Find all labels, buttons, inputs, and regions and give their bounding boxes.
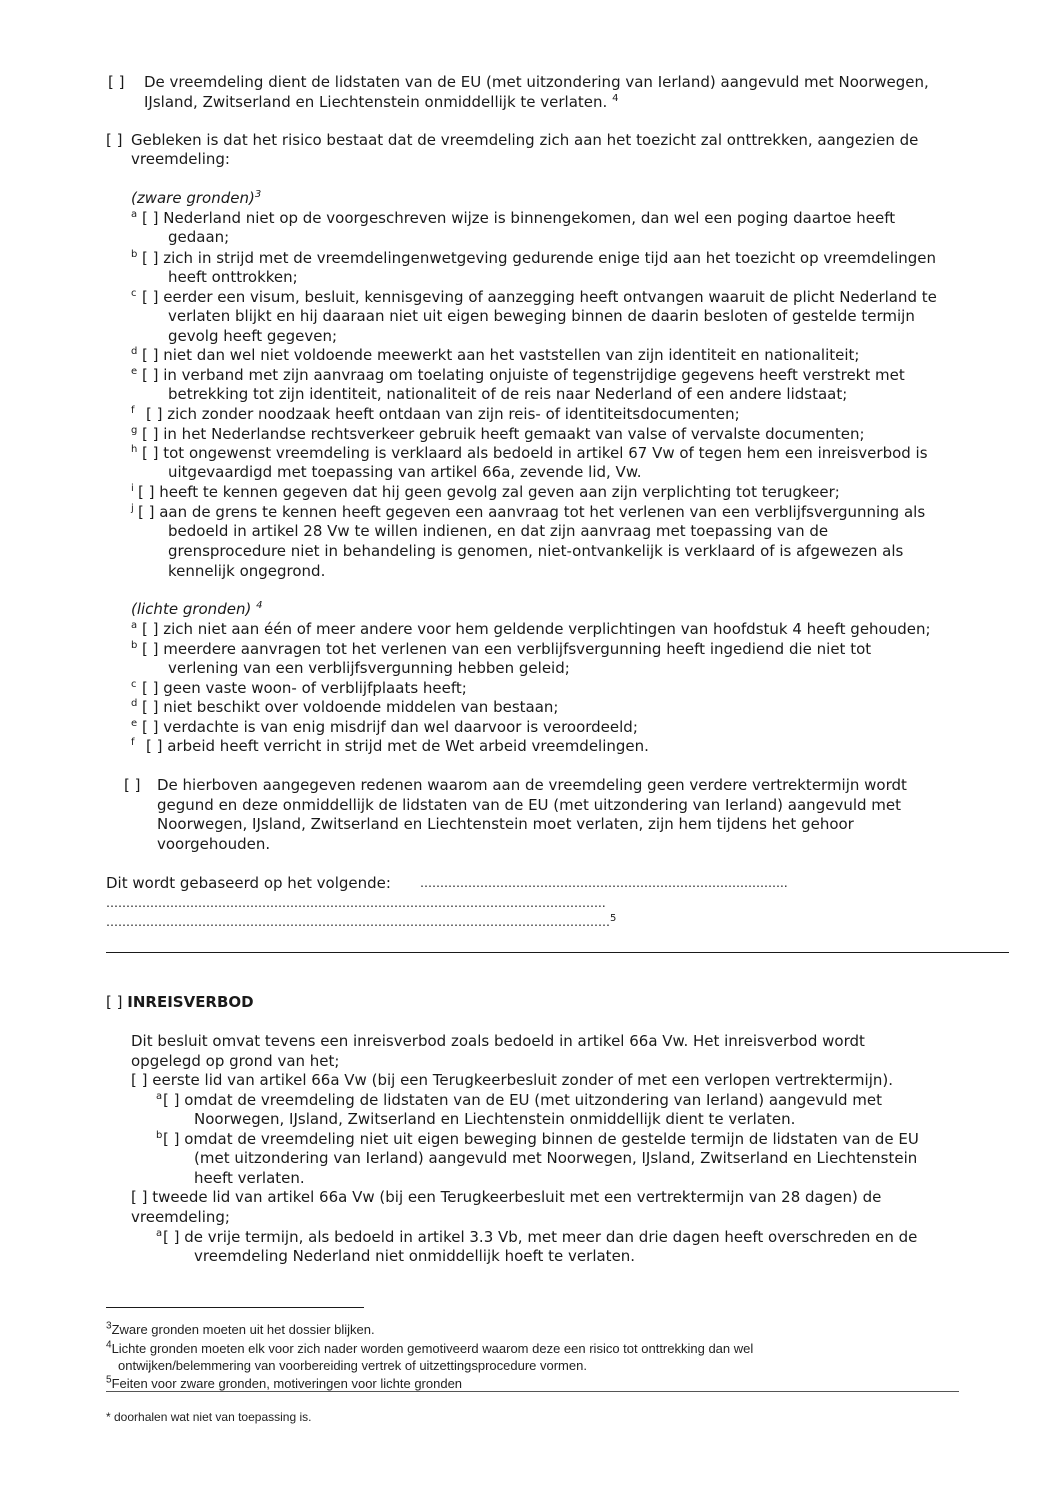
fill-in-dots[interactable]: …………………………………………………………………………………………………………….. — [106, 896, 606, 910]
list-item[interactable]: [ ] eerder een visum, besluit, kennisgeving of aanzegging heeft ontvangen waaruit de plicht Nederland te — [142, 288, 937, 306]
list-item-cont: verlening van een verblijfsvergunning hebben geleid; — [168, 659, 570, 677]
option-eerste-lid[interactable]: [ ] eerste lid van artikel 66a Vw (bij een Terugkeerbesluit zonder of met een verlopen vertrektermijn). — [131, 1071, 893, 1089]
inreisverbod-text: Dit besluit omvat tevens een inreisverbod zoals bedoeld in artikel 66a Vw. Het inreisverbod wordt — [131, 1032, 865, 1050]
reasons-text: De hierboven aangegeven redenen waarom aan de vreemdeling geen verdere vertrektermijn wordt — [157, 776, 907, 794]
risk-text: Gebleken is dat het risico bestaat dat de vreemdeling zich aan het toezicht zal onttrekken, aangezien de — [131, 131, 919, 149]
list-item[interactable]: [ ] arbeid heeft verricht in strijd met de Wet arbeid vreemdelingen. — [146, 737, 649, 755]
list-item-cont: grensprocedure niet in behandeling is genomen, niet-ontvankelijk is verklaard of is afgewezen als — [168, 542, 904, 560]
list-item[interactable]: [ ] niet beschikt over voldoende middelen van bestaan; — [142, 698, 559, 716]
list-item[interactable]: [ ] meerdere aanvragen tot het verlenen van een verblijfsvergunning heeft ingediend die niet tot — [142, 640, 872, 658]
sub-option-cont: vreemdeling Nederland niet onmiddellijk hoeft te verlaten. — [194, 1247, 636, 1265]
item-letter: b — [156, 1130, 163, 1141]
section-heading-lichte: (lichte gronden) $^4$ — [131, 600, 263, 618]
footnote-star: * doorhalen wat niet van toepassing is. — [106, 1410, 312, 1424]
risk-text: vreemdeling: — [131, 150, 230, 168]
item-letter: a — [131, 209, 138, 220]
list-item[interactable]: [ ] zich zonder noodzaak heeft ontdaan van zijn reis- of identiteitsdocumenten; — [146, 405, 740, 423]
list-item[interactable]: [ ] Nederland niet op de voorgeschreven wijze is binnengekomen, dan wel een poging daartoe heeft — [142, 209, 896, 227]
item-letter: c — [131, 679, 137, 690]
footnote-separator — [106, 1307, 364, 1308]
item-letter: a — [156, 1091, 163, 1102]
fill-in-dots[interactable]: ………………………………………………………………………………………………………………$^5$ — [106, 913, 617, 929]
sub-option[interactable]: [ ] omdat de vreemdeling niet uit eigen beweging binnen de gestelde termijn de lidstaten van de EU — [163, 1130, 919, 1148]
reasons-text: gegund en deze onmiddellijk de lidstaten van de EU (met uitzondering van Ierland) aangevuld met — [157, 796, 902, 814]
sub-option[interactable]: [ ] de vrije termijn, als bedoeld in artikel 3.3 Vb, met meer dan drie dagen heeft overschreden en de — [163, 1228, 918, 1246]
list-item-cont: heeft onttrokken; — [168, 268, 298, 286]
item-letter: a — [131, 620, 138, 631]
list-item-cont: gedaan; — [168, 228, 230, 246]
list-item[interactable]: [ ] zich niet aan één of meer andere voor hem geldende verplichtingen van hoofdstuk 4 heeft gehouden; — [142, 620, 931, 638]
inreisverbod-text: opgelegd op grond van het; — [131, 1052, 340, 1070]
footnote-ref: 4 — [612, 93, 619, 104]
list-item-cont: uitgevaardigd met toepassing van artikel 66a, zevende lid, Vw. — [168, 463, 642, 481]
list-item[interactable]: [ ] geen vaste woon- of verblijfplaats heeft; — [142, 679, 467, 697]
item-letter: a — [156, 1228, 163, 1239]
option-tweede-lid-cont: vreemdeling; — [131, 1208, 230, 1226]
footnote-rule — [106, 1391, 959, 1392]
item-letter: b — [131, 249, 138, 260]
item-letter: f — [131, 737, 135, 748]
reasons-text: voorgehouden. — [157, 835, 271, 853]
list-item[interactable]: [ ] aan de grens te kennen heeft gegeven een aanvraag tot het verlenen van een verblijfsvergunning als — [138, 503, 926, 521]
list-item-cont: verlaten blijkt en hij daaraan niet uit eigen beweging binnen de daarin besloten of gestelde termijn — [168, 307, 915, 325]
inreisverbod-heading: [ ] INREISVERBOD — [106, 993, 254, 1011]
list-item-cont: betrekking tot zijn identiteit, nationaliteit of de reis naar Nederland of een andere lidstaat; — [168, 385, 848, 403]
basis-label: Dit wordt gebaseerd op het volgende: — [106, 874, 391, 892]
list-item[interactable]: [ ] zich in strijd met de vreemdelingenwetgeving gedurende enige tijd aan het toezicht op vreemdelingen — [142, 249, 937, 267]
list-item[interactable]: [ ] in het Nederlandse rechtsverkeer gebruik heeft gemaakt van valse of vervalste documenten; — [142, 425, 865, 443]
list-item-cont: kennelijk ongegrond. — [168, 562, 326, 580]
list-item-cont: gevolg heeft gegeven; — [168, 327, 338, 345]
item-letter: e — [131, 366, 138, 377]
list-item[interactable]: [ ] in verband met zijn aanvraag om toelating onjuiste of tegenstrijdige gegevens heeft verstrekt met — [142, 366, 905, 384]
sub-option[interactable]: [ ] omdat de vreemdeling de lidstaten van de EU (met uitzondering van Ierland) aangevuld met — [163, 1091, 883, 1109]
list-item[interactable]: [ ] verdachte is van enig misdrijf dan wel daarvoor is veroordeeld; — [142, 718, 638, 736]
list-item[interactable]: [ ] heeft te kennen gegeven dat hij geen gevolg zal geven aan zijn verplichting tot terugkeer; — [138, 483, 840, 501]
sub-option-cont: Noorwegen, IJsland, Zwitserland en Liechtenstein onmiddellijk dient te verlaten. — [194, 1110, 796, 1128]
item-letter: g — [131, 425, 138, 436]
section-divider — [106, 952, 1009, 953]
item-letter: d — [131, 698, 138, 709]
checkbox-bracket[interactable]: [ ] — [124, 776, 141, 794]
section-heading-zware: (zware gronden)$^3$ — [131, 189, 262, 207]
item-letter: e — [131, 718, 138, 729]
item-letter: f — [131, 405, 135, 416]
intro-text: IJsland, Zwitserland en Liechtenstein onmiddellijk te verlaten. $^4$ — [144, 93, 619, 111]
item-letter: c — [131, 288, 137, 299]
footnote-4-cont: ontwijken/belemmering van voorbereiding vertrek of uitzettingsprocedure vormen. — [118, 1358, 587, 1373]
item-letter: d — [131, 346, 138, 357]
checkbox-bracket[interactable]: [ ] — [106, 131, 123, 149]
footnote-5: $^5$Feiten voor zware gronden, motiveringen voor lichte gronden — [106, 1374, 463, 1391]
item-letter: b — [131, 640, 138, 651]
item-letter: h — [131, 444, 138, 455]
list-item[interactable]: [ ] niet dan wel niet voldoende meewerkt aan het vaststellen van zijn identiteit en nationaliteit; — [142, 346, 860, 364]
sub-option-cont: (met uitzondering van Ierland) aangevuld met Noorwegen, IJsland, Zwitserland en Liechtenstein — [194, 1149, 918, 1167]
footnote-3: $^3$Zware gronden moeten uit het dossier blijken. — [106, 1320, 375, 1337]
intro-text: De vreemdeling dient de lidstaten van de EU (met uitzondering van Ierland) aangevuld met Noorwegen, — [144, 73, 929, 91]
item-letter: i — [131, 483, 134, 494]
item-letter: j — [131, 503, 134, 514]
footnote-4: $^4$Lichte gronden moeten elk voor zich nader worden gemotiveerd waarom deze een risico tot onttrekking dan wel — [106, 1339, 754, 1356]
sub-option-cont: heeft verlaten. — [194, 1169, 305, 1187]
list-item-cont: bedoeld in artikel 28 Vw te willen indienen, en dat zijn aanvraag met toepassing van de — [168, 522, 829, 540]
checkbox-bracket[interactable]: [ ] — [108, 73, 125, 91]
reasons-text: Noorwegen, IJsland, Zwitserland en Liechtenstein moet verlaten, zijn hem tijdens het gehoor — [157, 815, 854, 833]
checkbox-bracket[interactable]: [ ] — [106, 993, 123, 1011]
footnote-ref: 5 — [610, 913, 617, 924]
list-item[interactable]: [ ] tot ongewenst vreemdeling is verklaard als bedoeld in artikel 67 Vw of tegen hem een inreisverbod is — [142, 444, 928, 462]
option-tweede-lid[interactable]: [ ] tweede lid van artikel 66a Vw (bij een Terugkeerbesluit met een vertrektermijn van 28 dagen) de — [131, 1188, 882, 1206]
fill-in-dots[interactable]: ……………………………………………………………………………….. — [420, 876, 788, 890]
